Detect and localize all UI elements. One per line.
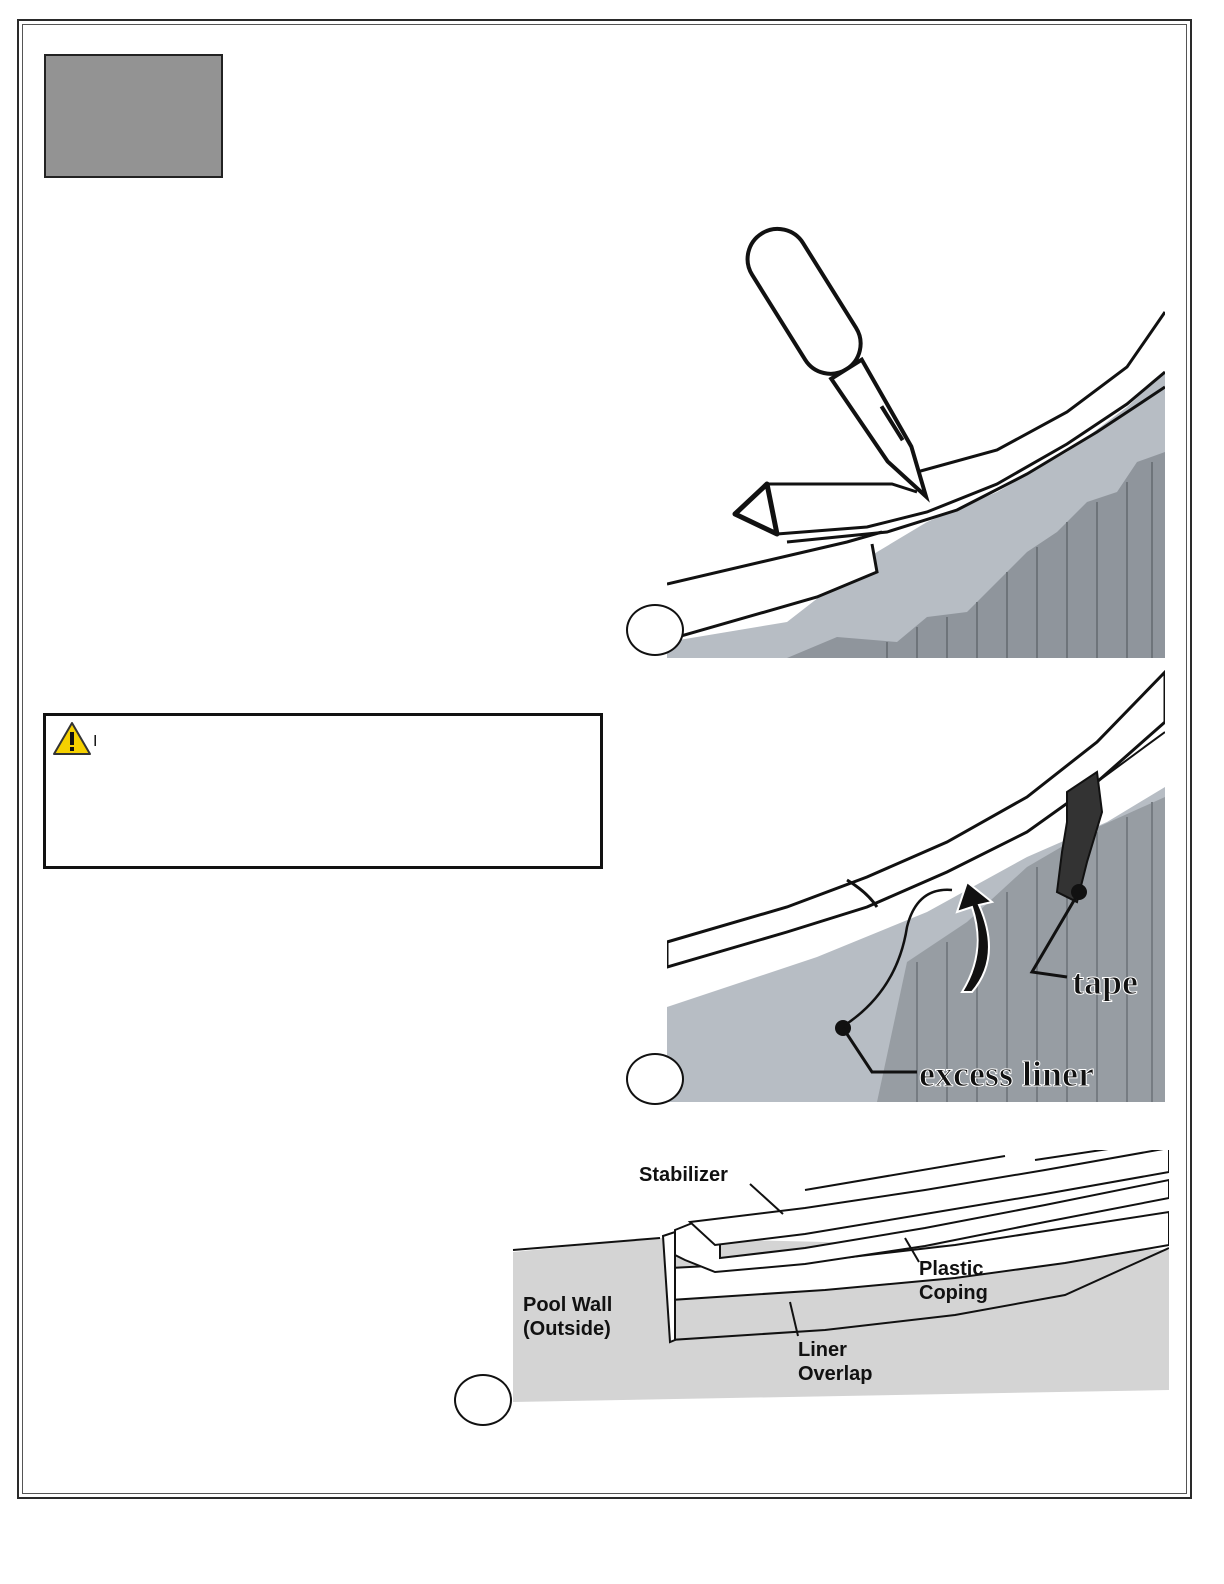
figure-2-illustration <box>667 662 1165 1102</box>
label-liner-overlap-2: Overlap <box>798 1363 873 1385</box>
figure-3-badge <box>454 1374 512 1426</box>
figure-3-illustration <box>505 1150 1169 1450</box>
figure-2-badge <box>626 1053 684 1105</box>
label-stabilizer: Stabilizer <box>639 1164 728 1186</box>
label-liner-overlap-1: Liner <box>798 1339 847 1361</box>
label-excess-liner: excess liner <box>919 1054 1094 1094</box>
label-pool-wall-2: (Outside) <box>523 1318 611 1340</box>
warning-text: I <box>93 733 98 750</box>
warning-box <box>43 713 603 869</box>
label-plastic-coping-2: Coping <box>919 1282 988 1304</box>
figure-1-badge <box>626 604 684 656</box>
figure-1-illustration <box>667 222 1165 658</box>
warning-triangle-icon <box>52 721 92 757</box>
label-pool-wall-1: Pool Wall <box>523 1294 613 1316</box>
label-tape: tape <box>1072 962 1138 1002</box>
step-number-box <box>44 54 223 178</box>
label-plastic-coping-1: Plastic <box>919 1258 984 1280</box>
